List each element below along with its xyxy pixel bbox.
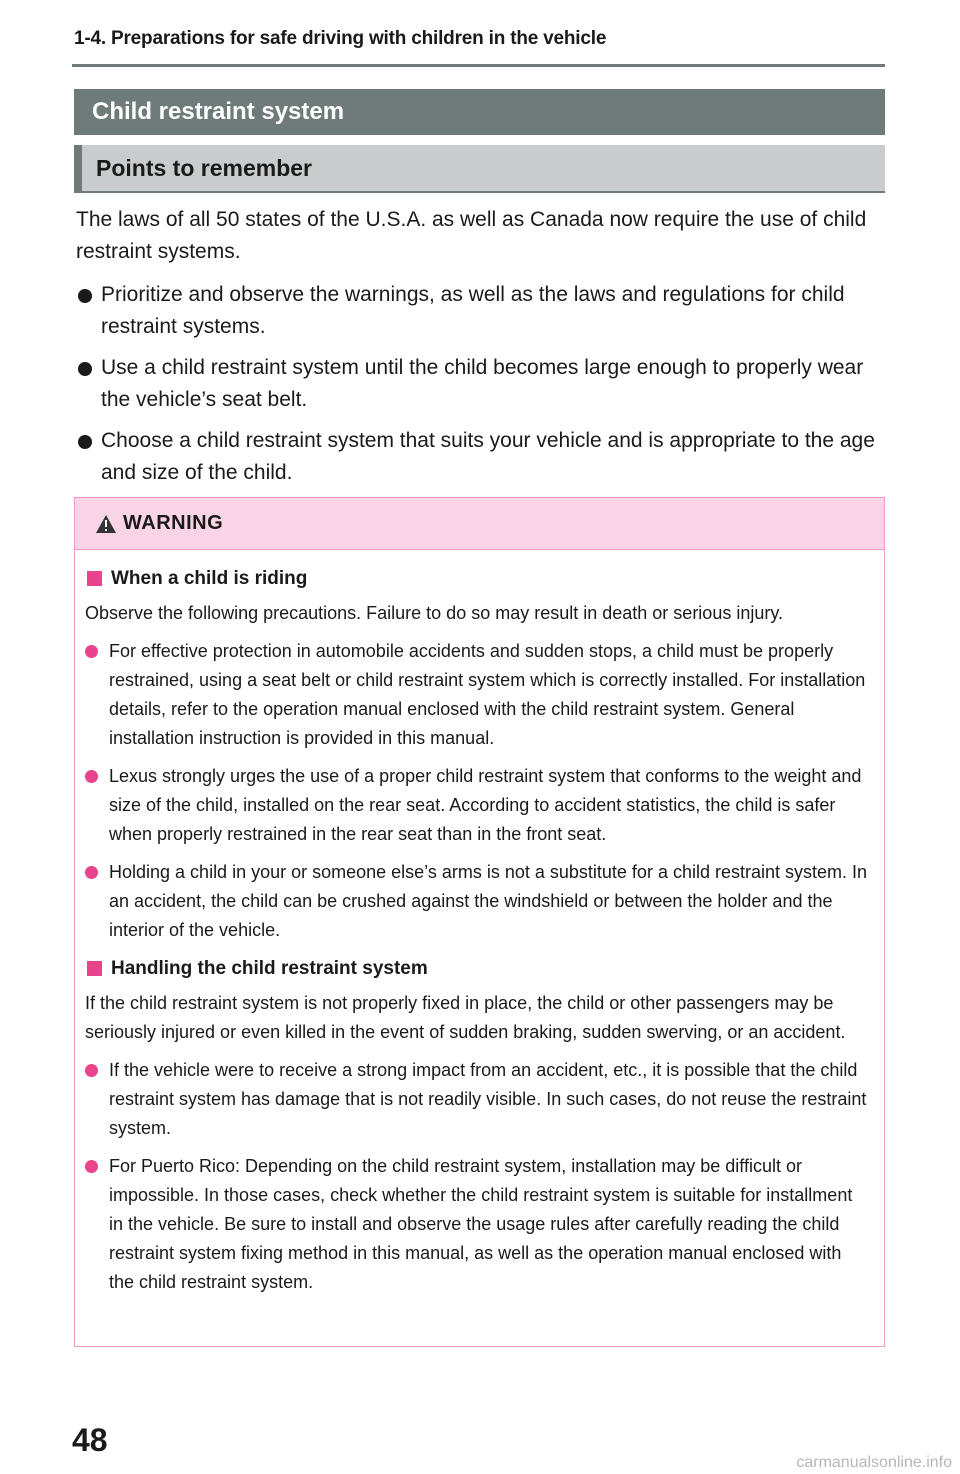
list-item	[85, 637, 868, 753]
warning-subheading	[85, 954, 868, 983]
warning-list	[85, 1056, 868, 1297]
bullet-icon	[85, 1064, 98, 1077]
warning-subheading	[85, 564, 868, 593]
list-item	[85, 1152, 868, 1297]
subtitle-bar	[74, 145, 885, 193]
square-bullet-icon	[87, 961, 102, 976]
page-subtitle: Points to remember	[96, 155, 312, 181]
subheading-text: Handling the child restraint system	[111, 958, 428, 979]
bullet-icon	[78, 289, 92, 303]
title-bar	[74, 89, 885, 135]
list-item	[76, 425, 876, 489]
warning-list	[85, 637, 868, 945]
page-number: 48	[72, 1422, 108, 1458]
warning-body	[75, 550, 884, 1297]
bullet-icon	[85, 770, 98, 783]
list-item	[85, 762, 868, 849]
warning-paragraph: Observe the following precautions. Failure to do so may result in death or serious injury.	[85, 603, 784, 623]
warning-paragraph: If the child restraint system is not properly fixed in place, the child or other passengers may be seriously injured or even killed in the event of sudden braking, sudden swerving, or an accident.	[85, 993, 846, 1042]
section-header: 1-4. Preparations for safe driving with children in the vehicle	[74, 28, 607, 49]
list-item	[85, 1056, 868, 1143]
warning-box	[74, 497, 885, 1347]
bullet-text: Use a child restraint system until the child becomes large enough to properly wear the vehicle’s seat belt.	[101, 356, 864, 411]
bullet-text: Prioritize and observe the warnings, as well as the laws and regulations for child restraint systems.	[101, 283, 845, 338]
bullet-list	[76, 279, 876, 498]
warning-title: WARNING	[123, 512, 224, 534]
watermark: carmanualsonline.info	[796, 1454, 952, 1471]
item-text: For Puerto Rico: Depending on the child restraint system, installation may be difficult or impossible. In those cases, check whether the child restraint system is suitable for installment in the vehicle. Be sure to install and observe the usage rules after carefully reading the child restraint system fixing method in this manual, as well as the operation manual enclosed with the child restraint system.	[109, 1156, 853, 1292]
bullet-icon	[85, 1160, 98, 1173]
bullet-icon	[78, 362, 92, 376]
bullet-icon	[78, 435, 92, 449]
list-item	[76, 279, 876, 343]
header-rule	[72, 64, 885, 67]
warning-header	[75, 498, 884, 550]
list-item	[76, 352, 876, 416]
bullet-icon	[85, 866, 98, 879]
square-bullet-icon	[87, 571, 102, 586]
intro-paragraph: The laws of all 50 states of the U.S.A. as well as Canada now require the use of child restraint systems.	[76, 208, 867, 263]
page-title: Child restraint system	[92, 98, 345, 125]
bullet-icon	[85, 645, 98, 658]
item-text: For effective protection in automobile accidents and sudden stops, a child must be properly restrained, using a seat belt or child restraint system which is correctly installed. For installation details, refer to the operation manual enclosed with the child restraint system. General installation instruction is provided in this manual.	[109, 641, 866, 748]
item-text: Holding a child in your or someone else’s arms is not a substitute for a child restraint system. In an accident, the child can be crushed against the windshield or between the holder and the interior of the vehicle.	[109, 862, 868, 940]
bullet-text: Choose a child restraint system that suits your vehicle and is appropriate to the age and size of the child.	[101, 429, 875, 484]
warning-triangle-icon	[95, 514, 117, 534]
subheading-text: When a child is riding	[111, 568, 308, 589]
item-text: Lexus strongly urges the use of a proper child restraint system that conforms to the weight and size of the child, installed on the rear seat. According to accident statistics, the child is safer when properly restrained in the rear seat than in the front seat.	[109, 766, 862, 844]
item-text: If the vehicle were to receive a strong impact from an accident, etc., it is possible that the child restraint system has damage that is not readily visible. In such cases, do not reuse the restraint system.	[109, 1060, 867, 1138]
list-item	[85, 858, 868, 945]
